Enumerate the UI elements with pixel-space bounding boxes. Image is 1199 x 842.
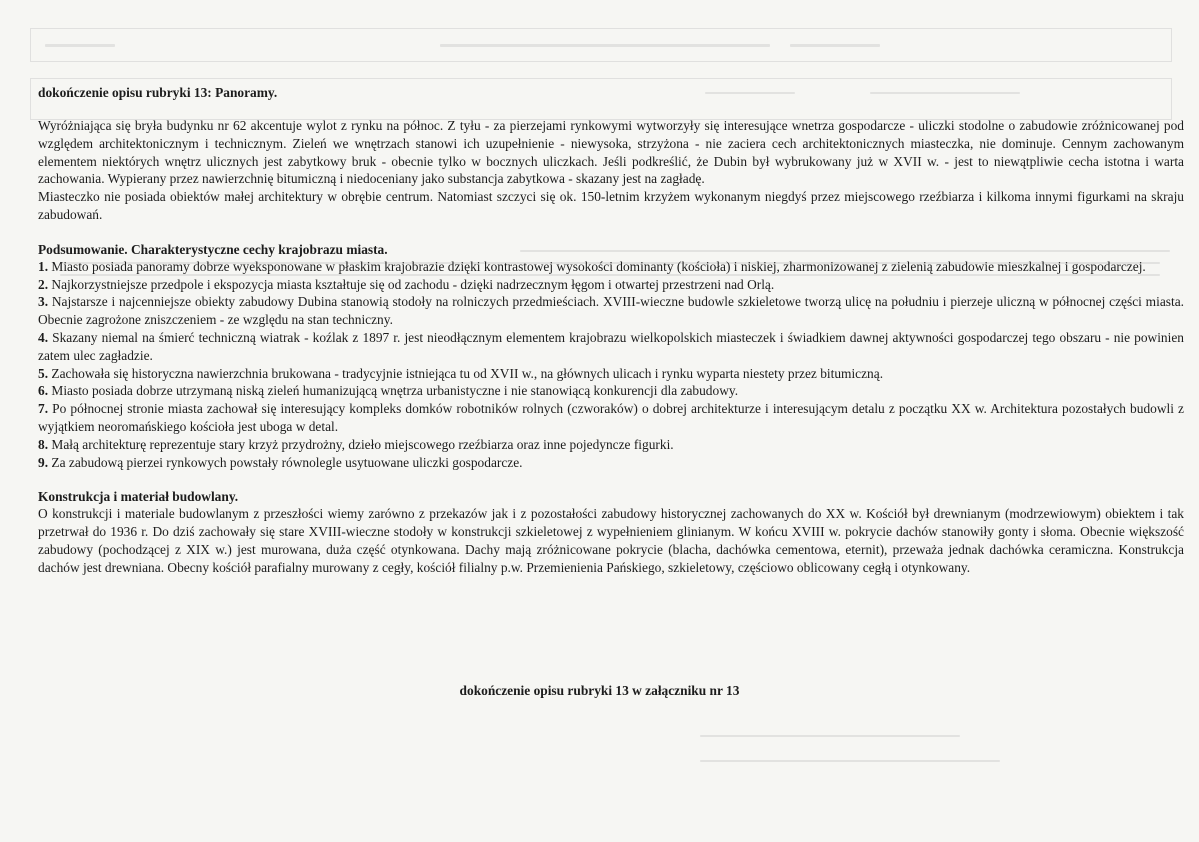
list-item bbox=[38, 258, 1184, 276]
list-item-number: 1. bbox=[38, 258, 49, 274]
paragraph-panoramy-1: Wyróżniająca się bryła budynku nr 62 akcentuje wylot z rynku na północ. Z tyłu - za pierzejami rynkowymi wytworzyły się interesujące wnetrza gospodarcze - uliczki stodolne o zabudowie zróżnicowanej pod względem architektonicznym i technicznym. Zieleń we wnętrzach stanowi ich uzupełnienie - niewysoka, strzyżona - nie zaciera cech architektonicznych miasteczka, nie dominuje. Cennym zachowanym elementem niektórych wnętrz ulicznych jest zabytkowy bruk - obecnie tylko w bocznych uliczkach. Jeśli podkreślić, że Dubin był wybrukowany już w XVII w. - jest to niewątpliwie cecha istotna i warta zachowania. Wypierany przez nawierzchnię bitumiczną i niedoceniany jako substancja zabytkowa - skazany jest na zagładę. bbox=[38, 118, 1184, 187]
list-item-text: Najkorzystniejsze przedpole i ekspozycja miasta kształtuje się od zachodu - dzięki nadrzecznym łęgom i otwartej przestrzeni nad Orlą. bbox=[51, 276, 775, 292]
list-item-number: 7. bbox=[38, 401, 49, 417]
bleed-through-line bbox=[440, 44, 770, 47]
footer-note: dokończenie opisu rubryki 13 w załączniku nr 13 bbox=[459, 683, 740, 698]
list-item bbox=[38, 329, 1184, 365]
list-item-number: 3. bbox=[38, 294, 49, 310]
spacer bbox=[38, 471, 1184, 488]
list-item-text: Najstarsze i najcenniejsze obiekty zabudowy Dubina stanowią stodoły na rolniczych przedmieściach. XVIII-wieczne budowle szkieletowe tworzą ulicę na południu i pierzeje uliczną w północnej części miasta. Obecnie zagrożone zniszczeniem - ze względu na stan techniczny. bbox=[38, 294, 1184, 328]
list-item-number: 8. bbox=[38, 436, 49, 452]
list-item bbox=[38, 436, 1184, 454]
list-item bbox=[38, 293, 1184, 329]
bleed-through-line bbox=[790, 44, 880, 47]
list-item-text: Za zabudową pierzei rynkowych powstały równolegle usytuowane uliczki gospodarcze. bbox=[51, 454, 523, 470]
paragraph-konstrukcja: O konstrukcji i materiale budowlanym z przeszłości wiemy zarówno z przekazów jak i z pozostałości zabudowy historycznej zachowanych do XX w. Kościół był drewnianym (modrzewiowym) obiektem i tak przetrwał do 1936 r. Do dziś zachowały się stare XVIII-wieczne stodoły w konstrukcji szkieletowej z wypełnieniem glinianym. W końcu XVIII w. pokrycie dachów stanowiły gonty i słoma. Obecnie większość zabudowy (pochodzącej z XIX w.) jest murowana, duża część otynkowana. Dachy mają zróżnicowane pokrycie (blacha, dachówka cementowa, eternit), przeważa jednak dachówka ceramiczna. Konstrukcja dachów jest drewniana. Obecny kościół parafialny murowany z cegły, kościół filialny p.w. Przemienienia Pańskiego, szkieletowy, częściowo oblicowany cegłą i otynkowany. bbox=[38, 506, 1184, 575]
list-item-number: 5. bbox=[38, 365, 49, 381]
list-item-text: Miasto posiada dobrze utrzymaną niską zieleń humanizującą wnętrza urbanistyczne i nie stanowiącą konkurencji dla zabudowy. bbox=[51, 383, 739, 399]
bleed-through-line bbox=[700, 760, 1000, 762]
list-item bbox=[38, 400, 1184, 436]
list-item-number: 9. bbox=[38, 454, 49, 470]
list-item-text: Małą architekturę reprezentuje stary krzyż przydrożny, dzieło miejscowego rzeźbiarza oraz inne pojedyncze figurki. bbox=[51, 436, 674, 452]
list-item bbox=[38, 382, 1184, 400]
list-item-number: 6. bbox=[38, 383, 49, 399]
section-title-podsumowanie: Podsumowanie. Charakterystyczne cechy krajobrazu miasta. bbox=[38, 241, 388, 257]
list-item-text: Miasto posiada panoramy dobrze wyeksponowane w płaskim krajobrazie dzięki kontrastowej wysokości dominanty (kościoła) i niskiej, zharmonizowanej z zielenią zabudowie mieszkalnej i gospodarczej. bbox=[51, 258, 1146, 274]
list-item bbox=[38, 365, 1184, 383]
spacer bbox=[38, 224, 1184, 241]
paragraph-panoramy-2: Miasteczko nie posiada obiektów małej architektury w obrębie centrum. Natomiast szczyci się ok. 150-letnim krzyżem wykonanym niegdyś przez miejscowego rzeźbiarza i kilkoma innymi figurkami na skraju zabudowań. bbox=[38, 189, 1184, 222]
list-item bbox=[38, 454, 1184, 472]
section-title-panoramy: dokończenie opisu rubryki 13: Panoramy. bbox=[38, 85, 278, 100]
list-item bbox=[38, 276, 1184, 294]
list-item-number: 4. bbox=[38, 329, 49, 345]
bleed-through-line bbox=[700, 735, 960, 737]
bleed-through-line bbox=[45, 44, 115, 47]
list-item-text: Skazany niemal na śmierć techniczną wiatrak - koźlak z 1897 r. jest nieodłącznym elementem krajobrazu wielkopolskich miasteczek i świadkiem dawnej aktywności gospodarczej tego obszaru - nie powinien zatem ulec zagładzie. bbox=[38, 329, 1184, 363]
list-item-text: Po północnej stronie miasta zachował się interesujący kompleks domków robotników rolnych (czworaków) o dobrej architekturze i interesującym detalu z początku XX w. Architektura pozostałych budowli z wyjątkiem neoromańskiego kościoła jest uboga w detal. bbox=[38, 401, 1184, 434]
spacer bbox=[38, 101, 1184, 117]
document-page bbox=[38, 84, 1184, 577]
list-item-text: Zachowała się historyczna nawierzchnia brukowana - tradycyjnie istniejąca tu od XVII w., na głównych ulicach i rynku wyparta niestety przez bitumiczną. bbox=[51, 365, 884, 381]
summary-list bbox=[38, 258, 1184, 472]
list-item-number: 2. bbox=[38, 276, 49, 292]
section-title-konstrukcja: Konstrukcja i materiał budowlany. bbox=[38, 489, 239, 505]
